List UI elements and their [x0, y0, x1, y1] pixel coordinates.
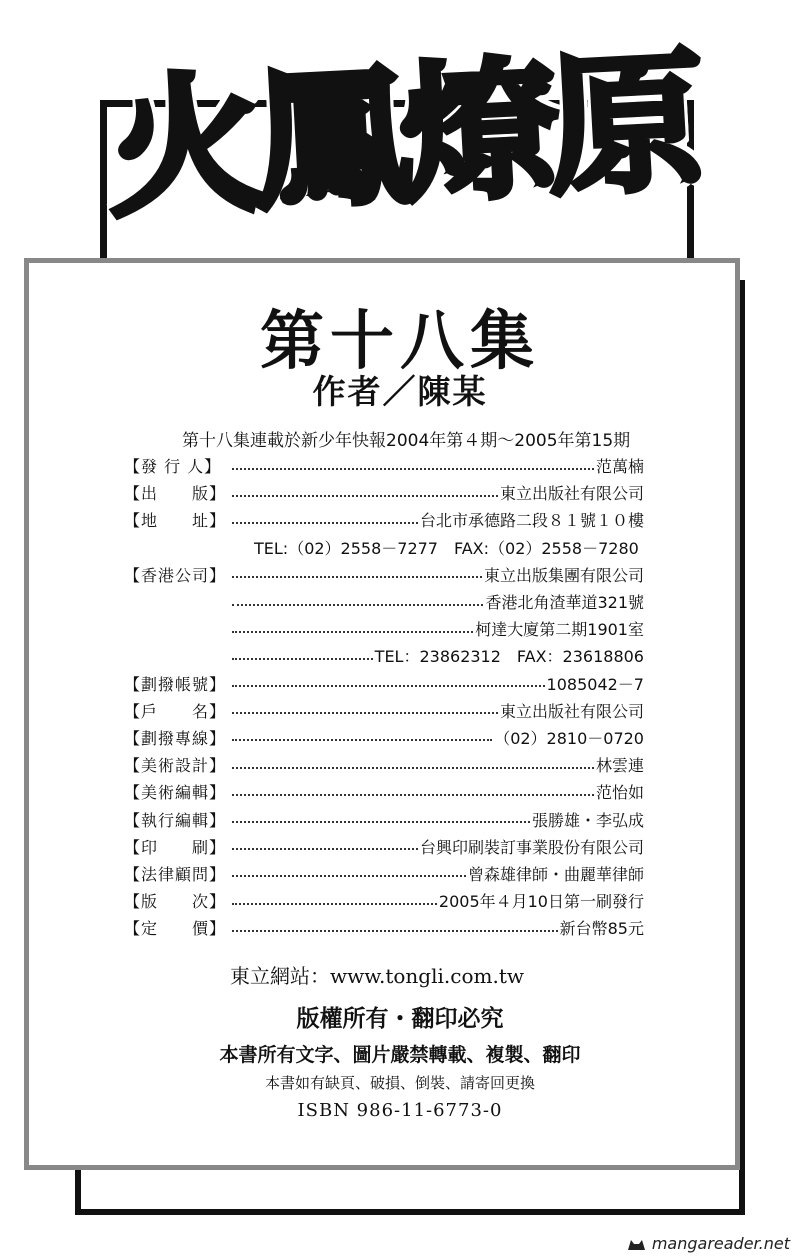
- leader-dots: [232, 648, 373, 660]
- credit-label: 【劃撥專線】: [124, 728, 227, 748]
- credit-row: [124, 860, 644, 887]
- leader-dots: [232, 729, 492, 741]
- credit-label: 【劃撥帳號】: [124, 674, 227, 694]
- credit-row: [124, 751, 644, 778]
- credit-label: 【印 刷】: [124, 837, 227, 857]
- serialization-note: 第十八集連載於新少年快報2004年第４期～2005年第15期: [182, 431, 631, 451]
- credit-value: 林雲連: [595, 756, 644, 776]
- credit-value: TEL：23862312 FAX：23618806: [374, 647, 644, 667]
- credit-label: 【戶 名】: [124, 701, 227, 721]
- credit-row: [124, 506, 644, 533]
- credit-value: 香港北角渣華道321號: [485, 593, 644, 613]
- leader-dots: [232, 702, 498, 714]
- credits-list: [124, 452, 644, 941]
- credit-label: 【執行編輯】: [124, 810, 227, 830]
- credit-row: [124, 914, 644, 941]
- leader-dots: [232, 757, 594, 769]
- leader-dots: [232, 811, 530, 823]
- credit-label: 【出 版】: [124, 484, 227, 504]
- credit-value: 曾森雄律師・曲麗華律師: [467, 864, 644, 884]
- credit-label: 【法律顧問】: [124, 864, 227, 884]
- isbn-line: ISBN 986-11-6773-0: [297, 1100, 503, 1121]
- watermark: [626, 1234, 790, 1253]
- leader-dots: [232, 458, 594, 470]
- series-title: 火鳳燎原: [102, 35, 700, 239]
- credit-row: [124, 697, 644, 724]
- return-notice: 本書如有缺頁、破損、倒裝、請寄回更換: [264, 1074, 535, 1092]
- credit-value: TEL:（02）2558－7277 FAX:（02）2558－7280: [254, 538, 639, 558]
- credit-row: [124, 642, 644, 669]
- credit-value: 柯達大廈第二期1901室: [475, 620, 644, 640]
- credit-label: 【發 行 人】: [124, 457, 222, 477]
- credit-row: [124, 805, 644, 832]
- credit-label: 【版 次】: [124, 892, 227, 912]
- credit-label: 【地 址】: [124, 511, 227, 531]
- credit-row: [124, 833, 644, 860]
- credit-row: [124, 887, 644, 914]
- volume-number: 第十八集: [260, 304, 540, 379]
- credit-row: [124, 561, 644, 588]
- leader-dots: [232, 485, 498, 497]
- credit-value: 東立出版社有限公司: [499, 701, 644, 721]
- credit-value: 東立出版社有限公司: [499, 484, 644, 504]
- leader-dots: [232, 566, 482, 578]
- leader-dots: [232, 865, 466, 877]
- credit-row: [124, 615, 644, 642]
- credit-value: 東立出版集團有限公司: [483, 565, 644, 585]
- credit-row: [124, 452, 644, 479]
- leader-dots: [232, 512, 418, 524]
- credit-value: 新台幣85元: [559, 919, 644, 939]
- author-line: 作者／陳某: [312, 372, 488, 411]
- leader-dots: [232, 784, 594, 796]
- cat-logo-icon: [626, 1236, 648, 1252]
- leader-dots: [232, 920, 558, 932]
- credit-value: （02）2810－0720: [494, 728, 644, 748]
- credit-value: 台北市承德路二段８１號１０樓: [419, 511, 644, 531]
- credit-label: 【定 價】: [124, 919, 227, 939]
- website-line: 東立網站：www.tongli.com.tw: [230, 964, 524, 988]
- watermark-text: mangareader.net: [651, 1234, 790, 1253]
- credit-row: [124, 724, 644, 751]
- credit-row: [124, 479, 644, 506]
- credit-value: 范怡如: [595, 783, 644, 803]
- credit-value: 范萬楠: [595, 457, 644, 477]
- reprint-notice: 本書所有文字、圖片嚴禁轉載、複製、翻印: [219, 1044, 581, 1066]
- credit-row: [124, 778, 644, 805]
- leader-dots: [232, 893, 437, 905]
- leader-dots: [232, 675, 545, 687]
- credit-value: 1085042－7: [546, 674, 644, 694]
- credit-value: 2005年４月10日第一刷發行: [438, 892, 644, 912]
- credit-row: [124, 534, 644, 561]
- credit-value: 張勝雄・李弘成: [531, 810, 644, 830]
- leader-dots: [232, 838, 418, 850]
- credit-label: 【美術設計】: [124, 756, 227, 776]
- credit-label: 【香港公司】: [124, 565, 227, 585]
- leader-dots: [232, 594, 483, 606]
- credit-value: 台興印刷裝訂事業股份有限公司: [419, 837, 644, 857]
- credit-label: 【美術編輯】: [124, 783, 227, 803]
- credit-row: [124, 670, 644, 697]
- credit-row: [124, 588, 644, 615]
- leader-dots: [232, 621, 473, 633]
- copyright-line: 版權所有・翻印必究: [296, 1005, 504, 1032]
